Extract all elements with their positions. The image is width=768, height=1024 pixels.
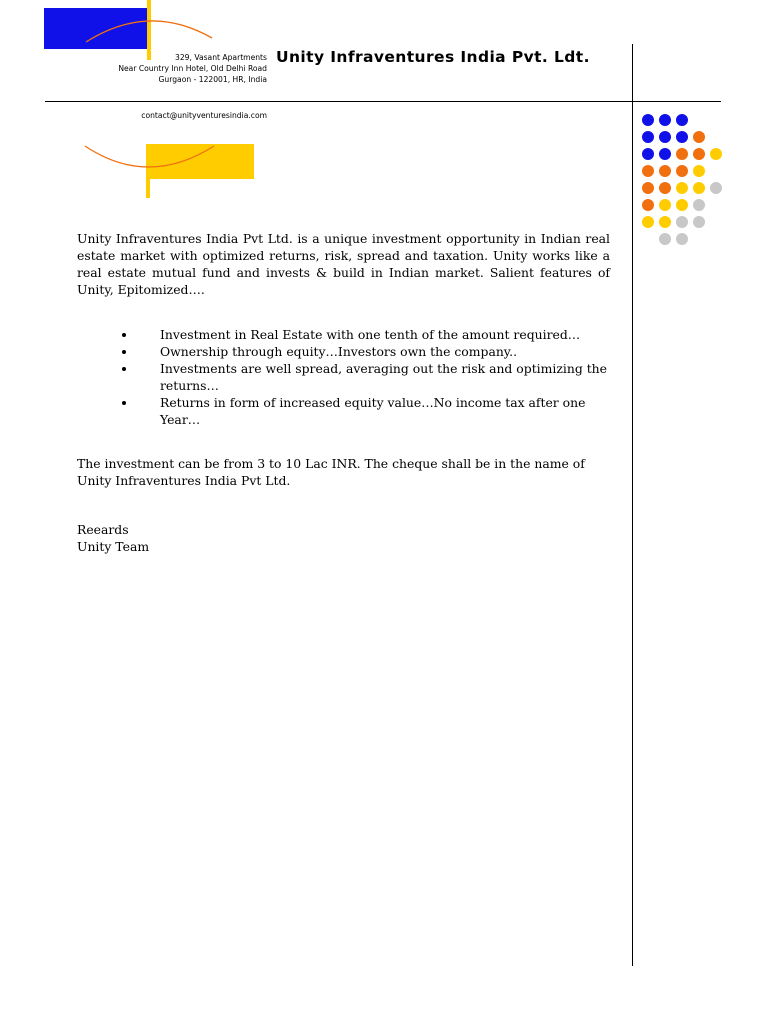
- logo-yellow-bar: [147, 0, 151, 60]
- decorative-dot: [693, 182, 705, 194]
- header-divider: [45, 101, 721, 102]
- decorative-dot: [642, 131, 654, 143]
- decorative-dot: [642, 165, 654, 177]
- decorative-dot: [676, 148, 688, 160]
- list-item: [122, 394, 612, 428]
- bullet-icon: [122, 333, 126, 337]
- feature-text: Ownership through equity…Investors own the company..: [160, 344, 518, 359]
- decorative-dot: [710, 182, 722, 194]
- decorative-dot: [693, 131, 705, 143]
- bullet-icon: [122, 367, 126, 371]
- company-name: Unity Infraventures India Pvt. Ldt.: [276, 48, 590, 66]
- closing-text: Reeards: [77, 522, 129, 537]
- address-line: Gurgaon - 122001, HR, India: [158, 75, 267, 84]
- list-item: [122, 343, 612, 360]
- dot-pattern: [638, 110, 722, 250]
- decorative-dot: [676, 233, 688, 245]
- decorative-dot: [642, 216, 654, 228]
- signature-text: Unity Team: [77, 539, 150, 554]
- bullet-icon: [122, 350, 126, 354]
- logo-yellow-block: [148, 144, 254, 179]
- decorative-dot: [676, 165, 688, 177]
- decorative-dot: [693, 199, 705, 211]
- address-line: Near Country Inn Hotel, Old Delhi Road: [118, 64, 267, 73]
- decorative-dot: [693, 165, 705, 177]
- decorative-dot: [659, 216, 671, 228]
- logo-graphic-top: [44, 0, 234, 60]
- address-line: 329, Vasant Apartments: [175, 53, 267, 62]
- decorative-dot: [659, 199, 671, 211]
- company-address: [118, 52, 267, 85]
- decorative-dot: [642, 182, 654, 194]
- list-item: [122, 360, 612, 394]
- margin-divider: [632, 44, 633, 966]
- decorative-dot: [659, 148, 671, 160]
- decorative-dot: [642, 148, 654, 160]
- decorative-dot: [642, 114, 654, 126]
- decorative-dot: [676, 131, 688, 143]
- investment-paragraph: The investment can be from 3 to 10 Lac INR. The cheque shall be in the name of Unity Infraventures India Pvt Ltd.: [77, 456, 585, 488]
- decorative-dot: [676, 182, 688, 194]
- decorative-dot: [693, 216, 705, 228]
- feature-text: Returns in form of increased equity value…No income tax after one Year…: [160, 395, 586, 427]
- intro-paragraph: Unity Infraventures India Pvt Ltd. is a unique investment opportunity in Indian real estate market with optimized returns, risk, spread and taxation. Unity works like a real estate mutual fund and invests & build in Indian market. Salient features of Unity, Epitomized….: [77, 231, 610, 297]
- feature-list: [122, 326, 612, 428]
- decorative-dot: [659, 131, 671, 143]
- logo-blue-block: [44, 8, 147, 49]
- decorative-dot: [659, 182, 671, 194]
- decorative-dot: [642, 199, 654, 211]
- list-item: [122, 326, 612, 343]
- bullet-icon: [122, 401, 126, 405]
- decorative-dot: [676, 199, 688, 211]
- feature-text: Investment in Real Estate with one tenth of the amount required…: [160, 327, 581, 342]
- logo-yellow-stem: [146, 144, 150, 198]
- decorative-dot: [676, 114, 688, 126]
- decorative-dot: [676, 216, 688, 228]
- decorative-dot: [693, 148, 705, 160]
- decorative-dot: [659, 233, 671, 245]
- decorative-dot: [659, 114, 671, 126]
- contact-email: contact@unityventuresindia.com: [141, 111, 267, 120]
- logo-graphic-middle: [82, 128, 262, 198]
- decorative-dot: [659, 165, 671, 177]
- decorative-dot: [710, 148, 722, 160]
- feature-text: Investments are well spread, averaging out the risk and optimizing the returns…: [160, 361, 607, 393]
